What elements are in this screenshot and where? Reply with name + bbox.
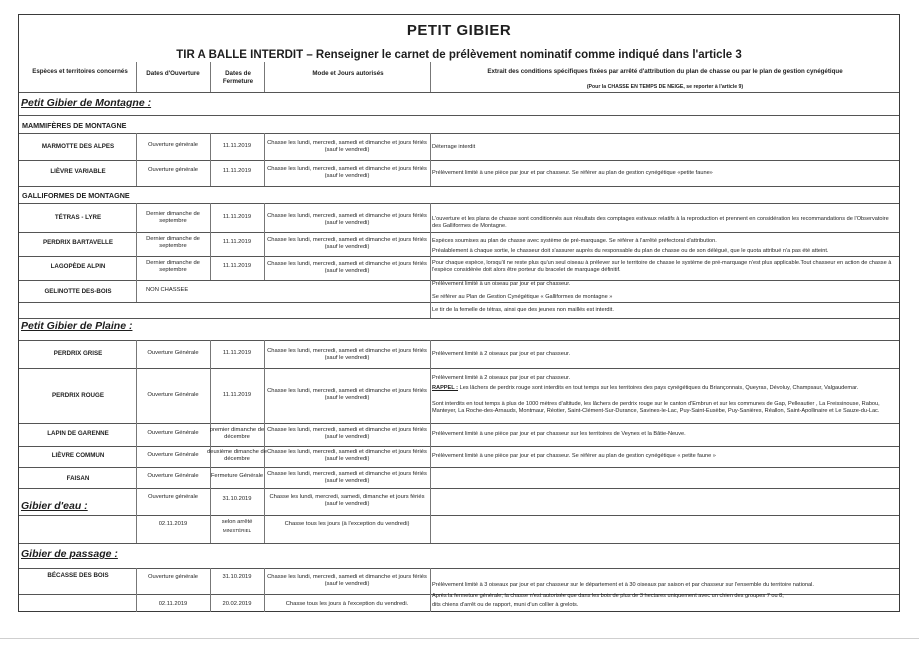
header-conditions-note: (Pour la CHASSE EN TEMPS DE NEIGE, se reporter à l'article 9) — [586, 84, 744, 90]
mode-eau-1: Chasse les lundi, mercredi, samedi, dimanche et jours fériés (sauf le vendredi) — [269, 494, 425, 507]
rule — [19, 543, 899, 544]
opening-lagopede: Dernier dimanche de septembre — [146, 260, 200, 273]
col-divider — [136, 488, 137, 543]
rule — [19, 160, 899, 161]
closing-lapin: premier dimanche de décembre — [209, 427, 265, 440]
col-divider — [210, 203, 211, 280]
page-title: PETIT GIBIER — [406, 22, 512, 39]
cond-tetras: L'ouverture et les plans de chasse sont conditionnés aux résultats des comptages estivaux relatifs à la reproduction et prennent en considération les recommandations de l'Observatoire des Galliformes de Montagne. — [432, 216, 889, 229]
col-divider — [136, 62, 137, 92]
species-marmotte: MARMOTTE DES ALPES — [41, 143, 115, 150]
col-divider — [210, 62, 211, 92]
mode-perdrix-rouge: Chasse les lundi, mercredi, samedi et dimanche et jours fériés (sauf le vendredi) — [267, 388, 427, 401]
closing-bartavelle: 11.11.2019 — [222, 239, 252, 245]
cond-gelinotte-3: Le tir de la femelle de tétras, ainsi que des jeunes non maillés est interdit. — [432, 307, 614, 313]
col-divider — [430, 62, 431, 92]
group-mammiferes: MAMMIFÈRES DE MONTAGNE — [22, 121, 127, 130]
opening-becasse-2: 02.11.2019 — [158, 601, 188, 607]
col-divider — [430, 488, 431, 543]
opening-becasse-1: Ouverture générale — [148, 574, 198, 580]
col-divider — [264, 568, 265, 612]
opening-lievre-commun: Ouverture Générale — [147, 452, 199, 458]
col-divider — [136, 203, 137, 302]
rule — [19, 232, 899, 233]
closing-faisan: Fermeture Générale — [210, 473, 264, 479]
mode-lapin: Chasse les lundi, mercredi, samedi et dimanche et jours fériés (sauf le vendredi) — [267, 427, 427, 440]
cond-becasse-3: dits chiens d'arrêt ou de rapport, muni d'un collier à grelots. — [432, 602, 579, 608]
cond-becasse-2: Après la fermeture générale, la chasse n'est autorisée que dans les bois de plus de 3 hectares uniquement avec un chien des groupes 7 ou 8, — [432, 593, 784, 599]
closing-perdrix-rouge: 11.11.2019 — [222, 392, 252, 398]
mode-lievre-variable: Chasse les lundi, mercredi, samedi et dimanche et jours fériés (sauf le vendredi) — [267, 166, 427, 179]
col-divider — [210, 133, 211, 186]
mode-lievre-commun: Chasse les lundi, mercredi, samedi et dimanche et jours fériés (sauf le vendredi) — [267, 449, 427, 462]
cond-lagopede: Pour chaque espèce, lorsqu'il ne reste plus qu'un seul oiseau à prélever sur le territoire de chasse le système de pré-marquage n'est plus applicable.Tout chasseur en action de chasse à l'espèce considérée doit alors être porteur du bracelet de marquage définitif. — [432, 260, 892, 273]
species-bartavelle: PERDRIX BARTAVELLE — [43, 239, 113, 246]
cond-gelinotte-2: Se référer au Plan de Gestion Cynégétique « Galliformes de montagne » — [432, 294, 613, 300]
cond-marmotte: Déterrage interdit — [432, 144, 476, 150]
cond-lapin: Prélèvement limité à une pièce par jour et par chasseur sur les territoires de Veynes et la Bâtie-Neuve. — [432, 431, 686, 437]
species-lagopede: LAGOPÈDE ALPIN — [50, 263, 106, 270]
closing-eau-1: 31.10.2019 — [222, 496, 252, 502]
rule — [19, 186, 899, 187]
species-perdrix-grise: PERDRIX GRISE — [53, 350, 103, 357]
page-subtitle: TIR A BALLE INTERDIT – Renseigner le carnet de prélèvement nominatif comme indiqué dans l'article 3 — [176, 49, 742, 61]
rappel-text: Les lâchers de perdrix rouge sont interdits en tout temps sur les territoires des pays cynégétiques du Briançonnais, Queyras, Dévoluy, Champsaur, Valgaudemar. — [459, 385, 859, 391]
header-closing: Dates de Fermeture — [222, 70, 254, 85]
col-divider — [136, 340, 137, 488]
cond-perdrix-grise: Prélèvement limité à 2 oiseaux par jour et par chasseur. — [432, 351, 571, 357]
rule — [19, 203, 899, 204]
mode-becasse-2: Chasse tous les jours à l'exception du vendredi. — [285, 601, 409, 607]
col-divider — [136, 133, 137, 186]
rule — [19, 115, 899, 116]
rule — [19, 368, 899, 369]
col-divider — [264, 133, 265, 186]
closing-perdrix-grise: 11.11.2019 — [222, 350, 252, 356]
cond-bartavelle-2: Préalablement à chaque sortie, le chasseur doit s'assurer auprès du responsable du plan de chasse ou de son délégué, que le quota attribué n'a pas été atteint. — [432, 248, 829, 254]
rule — [19, 568, 899, 569]
cond-bartavelle-1: Espèces soumises au plan de chasse avec système de pré-marquage. Se référer à l'arrêté préfectoral d'attribution. — [432, 238, 717, 244]
cond-lievre-commun: Prélèvement limité à une pièce par jour et par chasseur. Se référer au plan de gestion cynégétique « petite faune » — [432, 453, 716, 459]
group-galliformes: GALLIFORMES DE MONTAGNE — [22, 191, 130, 200]
closing-becasse-2: 20.02.2019 — [222, 601, 252, 607]
rule — [19, 446, 899, 447]
section-plaine: Petit Gibier de Plaine : — [21, 320, 133, 332]
species-lievre-commun: LIÈVRE COMMUN — [51, 452, 105, 459]
rule — [19, 423, 899, 424]
opening-eau-1: Ouverture générale — [148, 494, 198, 500]
mode-bartavelle: Chasse les lundi, mercredi, samedi et dimanche et jours fériés (sauf le vendredi) — [267, 237, 427, 250]
rule — [19, 318, 899, 319]
rule — [19, 467, 899, 468]
col-divider — [430, 568, 431, 612]
rappel-label: RAPPEL : — [432, 385, 459, 391]
col-divider — [264, 62, 265, 92]
scan-edge — [0, 638, 919, 639]
opening-lievre-variable: Ouverture générale — [148, 167, 198, 173]
col-divider — [264, 340, 265, 488]
opening-faisan: Ouverture Générale — [147, 473, 199, 479]
mode-marmotte: Chasse les lundi, mercredi, samedi et dimanche et jours fériés (sauf le vendredi) — [267, 140, 427, 153]
header-conditions: Extrait des conditions spécifiques fixées par arrêté d'attribution du plan de chasse ou par le plan de gestion cynégétique — [487, 68, 843, 75]
closing-lievre-commun: deuxième dimanche de décembre — [207, 449, 267, 462]
rule — [19, 133, 899, 134]
species-gelinotte: GELINOTTE DES-BOIS — [44, 288, 112, 295]
col-divider — [264, 488, 265, 543]
rule — [19, 340, 899, 341]
col-divider — [264, 203, 265, 280]
opening-bartavelle: Dernier dimanche de septembre — [146, 236, 200, 249]
cond-lievre-variable: Prélèvement limité à une pièce par jour et par chasseur. Se référer au plan de gestion cynégétique «petite faune» — [432, 170, 713, 176]
mode-tetras: Chasse les lundi, mercredi, samedi et dimanche et jours fériés (sauf le vendredi) — [267, 213, 427, 226]
species-becasse: BÉCASSE DES BOIS — [47, 572, 109, 579]
mode-faisan: Chasse les lundi, mercredi, samedi et dimanche et jours fériés (sauf le vendredi) — [267, 471, 427, 484]
rule — [19, 515, 899, 516]
closing-tetras: 11.11.2019 — [222, 214, 252, 220]
cond-gelinotte-1: Prélèvement limité à un oiseau par jour et par chasseur. — [432, 281, 571, 287]
rule — [19, 488, 899, 489]
cond-perdrix-rouge-2 — [432, 385, 898, 392]
cond-perdrix-rouge-3: Sont interdits en tout temps à plus de 1000 mètres d'altitude, les lâchers de perdrix rouge sur le canton d'Embrun et sur les communes de Gap, Pelleautier , La Freissinouse, Rabou, Manteyer, La Roche-des-Arnauds, Montmaur, Réotier, Saint-Clément-Sur-Durance, Savines-le-Lac, Puy-Saint-Eusèbe, Puy-Sanières, Réallon, Saint-Apollinaire et Le Sauze-du-Lac. — [432, 401, 880, 414]
header-modes: Mode et Jours autorisés — [312, 70, 384, 77]
closing-marmotte: 11.11.2019 — [222, 143, 252, 149]
cond-perdrix-rouge-1: Prélèvement limité à 2 oiseaux par jour et par chasseur. — [432, 375, 571, 381]
rule — [19, 256, 899, 257]
closing-eau-2: selon arrêté — [221, 519, 253, 525]
opening-tetras: Dernier dimanche de septembre — [146, 211, 200, 224]
mode-perdrix-grise: Chasse les lundi, mercredi, samedi et dimanche et jours fériés (sauf le vendredi) — [267, 348, 427, 361]
cond-becasse-1: Prélèvement limité à 3 oiseaux par jour et par chasseur sur le département et à 30 oiseaux par saison et par chasseur sur l'ensemble du territoire national. — [432, 582, 814, 588]
header-opening: Dates d'Ouverture — [146, 70, 200, 77]
section-eau: Gibier d'eau : — [21, 500, 88, 512]
header-species: Espèces et territoires concernés — [32, 68, 128, 75]
mode-becasse-1: Chasse les lundi, mercredi, samedi et dimanche et jours fériés (sauf le vendredi) — [267, 574, 427, 587]
col-divider — [210, 568, 211, 612]
species-perdrix-rouge: PERDRIX ROUGE — [52, 392, 104, 399]
col-divider — [210, 488, 211, 543]
species-faisan: FAISAN — [66, 475, 90, 482]
rule — [19, 302, 899, 303]
closing-lagopede: 11.11.2019 — [222, 263, 252, 269]
species-lapin: LAPIN DE GARENNE — [47, 430, 109, 437]
section-passage: Gibier de passage : — [21, 548, 118, 560]
closing-eau-2-note: MINISTÉRIEL — [222, 528, 252, 533]
species-lievre-variable: LIÈVRE VARIABLE — [50, 168, 106, 175]
rule — [19, 92, 899, 93]
col-divider — [430, 340, 431, 488]
opening-marmotte: Ouverture générale — [148, 142, 198, 148]
closing-lievre-variable: 11.11.2019 — [222, 168, 252, 174]
opening-perdrix-rouge: Ouverture Générale — [147, 392, 199, 398]
col-divider — [210, 340, 211, 488]
opening-perdrix-grise: Ouverture Générale — [147, 350, 199, 356]
mode-eau-2: Chasse tous les jours (à l'exception du vendredi) — [284, 521, 410, 527]
col-divider — [430, 203, 431, 318]
opening-gelinotte: NON CHASSEE — [146, 287, 189, 293]
col-divider — [430, 133, 431, 186]
opening-eau-2: 02.11.2019 — [158, 521, 188, 527]
opening-lapin: Ouverture Générale — [147, 430, 199, 436]
species-tetras: TÉTRAS - LYRE — [54, 214, 102, 221]
closing-becasse-1: 31.10.2019 — [222, 574, 252, 580]
section-montagne: Petit Gibier de Montagne : — [21, 97, 152, 109]
mode-lagopede: Chasse les lundi, mercredi, samedi et dimanche et jours fériés (sauf le vendredi) — [267, 261, 427, 274]
